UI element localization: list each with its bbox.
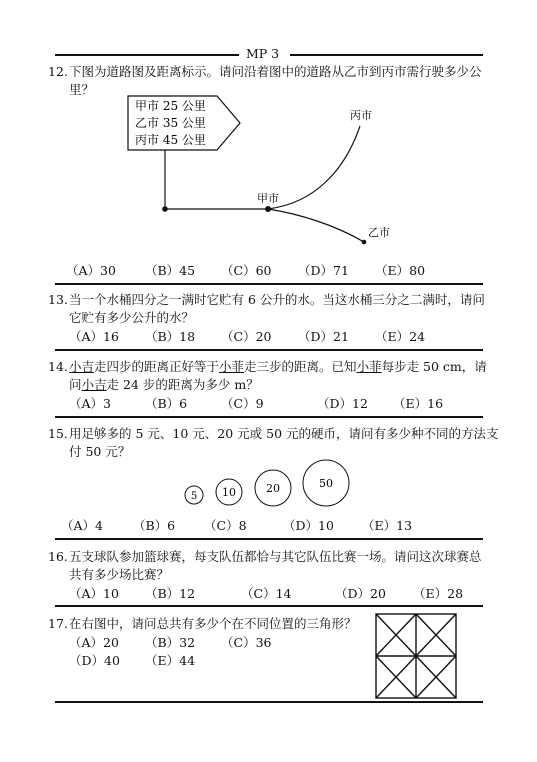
q14-option-b: （B）6 <box>145 396 188 411</box>
q12-option-a: （A）30 <box>66 263 116 278</box>
q17-option-e: （E）44 <box>145 653 196 668</box>
q14-option-d: （D）12 <box>317 396 368 411</box>
q12-option-b: （B）45 <box>145 263 196 278</box>
q17-option-d: （D）40 <box>69 653 120 668</box>
coin-20-label: 20 <box>266 482 280 495</box>
jia-city-label: 甲市 <box>257 192 279 205</box>
q13-text-line2: 它贮有多少公升的水？ <box>69 310 195 325</box>
page-title: MP 3 <box>246 46 280 61</box>
q17-option-b: （B）32 <box>145 635 196 650</box>
q12-option-e: （E）80 <box>375 263 426 278</box>
q13-option-b: （B）18 <box>145 329 196 344</box>
jia-city-point <box>265 206 271 212</box>
q17-option-c: （C）36 <box>221 635 272 650</box>
q14-text-seg: 问 <box>69 377 82 392</box>
sign-line-3: 丙市 45 公里 <box>135 133 206 147</box>
q15-text-line2: 付 50 元？ <box>69 444 131 459</box>
divider-15 <box>55 538 483 540</box>
q16-option-e: （E）28 <box>413 586 464 601</box>
q16-text-line1: 五支球队参加篮球赛，每支队伍都恰与其它队伍比赛一场。请问这次球赛总 <box>69 549 482 564</box>
q14-text-seg: 走三步的距离。已知 <box>244 359 357 374</box>
q17-text-line1: 在右图中，请问总共有多少个在不同位置的三角形？ <box>69 616 357 631</box>
q17-option-a: （A）20 <box>69 635 119 650</box>
q12-option-d: （D）71 <box>298 263 349 278</box>
divider-13 <box>55 349 483 351</box>
sign-line-1: 甲市 25 公里 <box>135 99 206 113</box>
q17-number: 17. <box>48 616 68 631</box>
q13-option-d: （D）21 <box>298 329 349 344</box>
sign-line-2: 乙市 35 公里 <box>135 116 206 130</box>
road-to-yi <box>268 209 364 242</box>
q12-text-line1: 下图为道路图及距离标示。请问沿着图中的道路从乙市到丙市需行驶多少公 <box>69 64 482 79</box>
name-xiaofei: 小菲 <box>356 359 382 374</box>
q12-option-c: （C）60 <box>221 263 272 278</box>
origin-point <box>162 206 168 212</box>
footer-rule <box>55 701 483 703</box>
divider-16 <box>55 605 483 607</box>
q16-number: 16. <box>48 549 68 564</box>
name-xiaofei: 小菲 <box>219 359 245 374</box>
name-xiaoji: 小吉 <box>81 377 107 392</box>
q15-text-line1: 用足够多的 5 元、10 元、20 元或 50 元的硬币，请问有多少种不同的方法支 <box>69 426 499 441</box>
q16-option-c: （C）14 <box>241 586 292 601</box>
q14-text-seg: 每步走 50 cm，请 <box>381 359 487 374</box>
q13-text-line1: 当一个水桶四分之一满时它贮有 6 公升的水。当这水桶三分之二满时，请问 <box>69 292 485 307</box>
divider-14 <box>55 416 483 418</box>
yi-city-point <box>362 240 367 245</box>
q15-option-a: （A）4 <box>61 518 103 533</box>
q12-text-line2: 里？ <box>69 82 95 97</box>
q14-text-seg: 走 24 步的距离为多少 m？ <box>106 377 259 392</box>
q16-option-d: （D）20 <box>335 586 386 601</box>
yi-city-label: 乙市 <box>368 226 390 239</box>
q16-option-a: （A）10 <box>69 586 119 601</box>
q14-option-c: （C）9 <box>221 396 264 411</box>
name-xiaoji: 小吉 <box>69 359 95 374</box>
q13-number: 13. <box>48 292 68 307</box>
q14-text-seg: 走四步的距离正好等于 <box>94 359 220 374</box>
road-to-bing <box>268 126 360 209</box>
q14-option-a: （A）3 <box>69 396 111 411</box>
q15-number: 15. <box>48 426 68 441</box>
q14-option-e: （E）16 <box>393 396 444 411</box>
q15-option-b: （B）6 <box>133 518 176 533</box>
q15-option-e: （E）13 <box>362 518 413 533</box>
q16-text-line2: 共有多少场比赛？ <box>69 567 170 582</box>
q16-option-b: （B）12 <box>145 586 196 601</box>
triangle-grid-figure <box>376 614 456 698</box>
coin-5-label: 5 <box>190 491 198 502</box>
q14-text-line2 <box>69 376 259 394</box>
q13-option-e: （E）24 <box>375 329 426 344</box>
q12-number: 12. <box>48 64 68 79</box>
coin-50-label: 50 <box>319 477 333 490</box>
q15-option-d: （D）10 <box>283 518 334 533</box>
q13-option-a: （A）16 <box>69 329 119 344</box>
q14-number: 14. <box>48 359 68 374</box>
q15-option-c: （C）8 <box>204 518 247 533</box>
bing-city-label: 丙市 <box>350 109 372 122</box>
divider-12 <box>55 283 483 285</box>
coin-10-label: 10 <box>222 486 236 499</box>
q14-text-line1 <box>69 358 487 376</box>
q13-option-c: （C）20 <box>221 329 272 344</box>
